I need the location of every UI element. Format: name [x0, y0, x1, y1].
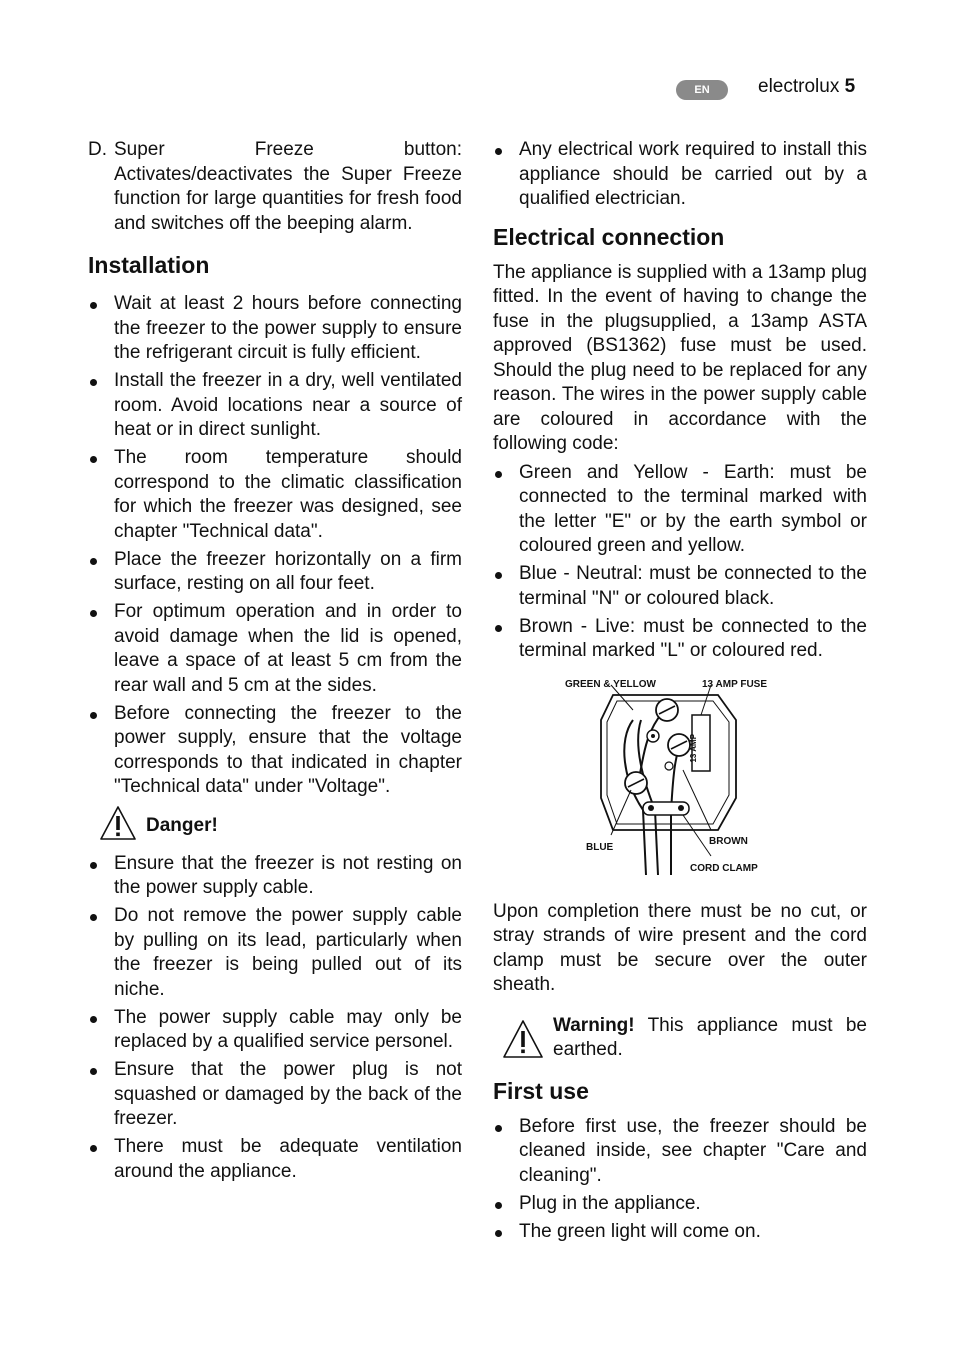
list-item: The green light will come on. [493, 1220, 867, 1245]
first-use-heading: First use [493, 1077, 589, 1104]
warning-notice [501, 1014, 867, 1063]
item-letter: D. [88, 139, 107, 160]
list-item: The room temperature should correspond to the climatic classification for which the freezer was designed, see chapter "Technical data". [88, 446, 462, 544]
plug-wiring-diagram [493, 670, 867, 886]
electrical-connection-heading: Electrical connection [493, 223, 725, 250]
brand-name: electrolux [758, 76, 840, 97]
list-item: There must be adequate ventilation around the appliance. [88, 1135, 462, 1184]
list-item: Wait at least 2 hours before connecting the freezer to the power supply to ensure the refrigerant circuit is fully efficient. [88, 292, 462, 366]
danger-label: Danger! [146, 814, 218, 836]
list-item: The power supply cable may only be replaced by a qualified service personel. [88, 1006, 462, 1055]
warning-triangle-icon [501, 1018, 545, 1060]
installation-list [88, 292, 462, 800]
item-d-paragraph [88, 138, 462, 236]
first-use-list [493, 1115, 867, 1245]
page-header [676, 74, 872, 102]
list-item: For optimum operation and in order to avoid damage when the lid is opened, leave a space of at least 5 cm from the rear wall and 5 cm at the sides. [88, 600, 462, 698]
list-item: Ensure that the freezer is not resting on the power supply cable. [88, 852, 462, 901]
completion-paragraph: Upon completion there must be no cut, or stray strands of wire present and the cord clamp must be secure over the outer sheath. [493, 900, 867, 995]
warning-text-block [553, 1014, 867, 1063]
list-item: Before connecting the freezer to the power supply, ensure that the voltage corresponds to that indicated in chapter "Technical data" under "Voltage". [88, 702, 462, 800]
list-item: Install the freezer in a dry, well ventilated room. Avoid locations near a source of heat or in direct sunlight. [88, 369, 462, 443]
electrician-list [493, 138, 867, 212]
diagram-label-fuse: 13 AMP FUSE [702, 678, 768, 690]
wire-code-list [493, 461, 867, 664]
right-column [493, 138, 867, 1248]
page-number: 5 [844, 76, 856, 97]
diagram-label-brown: BROWN [709, 835, 748, 847]
brand-page-number [758, 76, 855, 98]
warning-label: Warning! [553, 1014, 635, 1036]
item-d-text: Super Freeze button: Activates/deactivates the Super Freeze function for large quantities for fresh food and switches off the beeping alarm. [114, 139, 462, 234]
language-badge: EN [676, 80, 728, 100]
list-item: Ensure that the power plug is not squashed or damaged by the back of the freezer. [88, 1058, 462, 1132]
list-item: Green and Yellow - Earth: must be connected to the terminal marked with the letter "E" or by the earth symbol or coloured green and yellow. [493, 461, 867, 559]
list-item: Place the freezer horizontally on a firm surface, resting on all four feet. [88, 548, 462, 597]
diagram-label-blue: BLUE [586, 841, 614, 853]
list-item: Before first use, the freezer should be cleaned inside, see chapter "Care and cleaning". [493, 1115, 867, 1189]
warning-text: This appliance must be earthed. [553, 1014, 867, 1060]
danger-list [88, 852, 462, 1185]
installation-heading: Installation [88, 252, 210, 278]
danger-notice [98, 804, 462, 842]
list-item: Blue - Neutral: must be connected to the terminal "N" or coloured black. [493, 562, 867, 611]
diagram-label-green-yellow: GREEN & YELLOW [565, 678, 656, 690]
list-item: Do not remove the power supply cable by pulling on its lead, particularly when the freezer is being pulled out of its niche. [88, 904, 462, 1002]
plug-diagram-icon [493, 670, 867, 886]
list-item: Any electrical work required to install this appliance should be carried out by a qualified electrician. [493, 138, 867, 212]
list-item: Brown - Live: must be connected to the terminal marked "L" or coloured red. [493, 615, 867, 664]
diagram-label-cord-clamp: CORD CLAMP [690, 862, 758, 874]
electrical-intro: The appliance is supplied with a 13amp plug fitted. In the event of having to change the fuse in the plugsupplied, a 13amp ASTA approved (BS1362) fuse must be used. Should the plug need to be replaced for any reason. The wires in the power supply cable are coloured in accordance with the following code: [493, 261, 867, 454]
left-column [88, 138, 462, 1188]
list-item: Plug in the appliance. [493, 1192, 867, 1217]
diagram-fuse-mark: 13 AMP [689, 733, 699, 763]
warning-triangle-icon [98, 804, 138, 842]
